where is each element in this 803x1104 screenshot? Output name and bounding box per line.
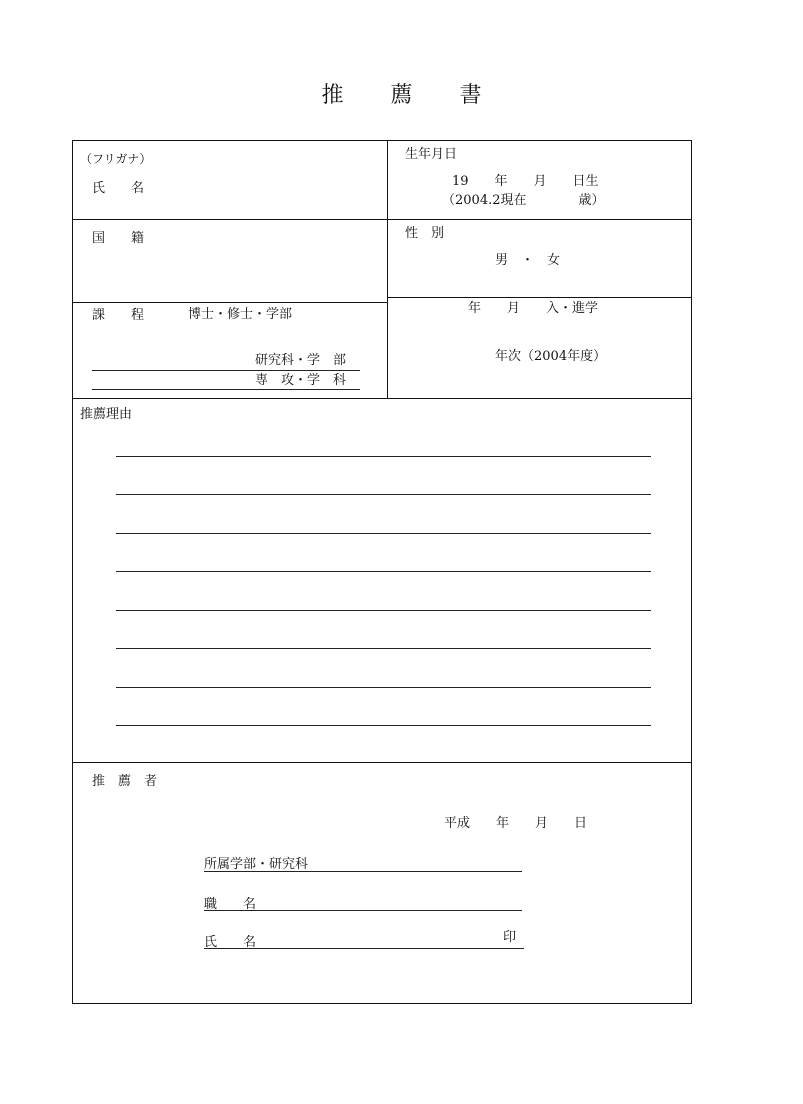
graduate-school-line (92, 370, 360, 371)
reason-label: 推薦理由 (80, 407, 133, 422)
divider-row2-left (72, 302, 388, 303)
reason-line (116, 456, 651, 457)
document-title: 推 薦 書 (321, 83, 502, 108)
age-line: （2004.2現在 歳） (442, 193, 605, 208)
reason-line (116, 533, 651, 534)
affiliation-line (204, 871, 522, 872)
major-line (92, 389, 360, 390)
position-line (204, 910, 522, 911)
name-label: 氏 名 (92, 181, 145, 196)
divider-row1 (72, 219, 692, 220)
form-frame (72, 140, 692, 1004)
reason-line (116, 571, 651, 572)
divider-row3 (72, 398, 692, 399)
divider-row4 (72, 762, 692, 763)
divider-column (387, 140, 388, 398)
recommender-name-line (204, 948, 524, 949)
reason-line (116, 725, 651, 726)
position-label: 職 名 (204, 897, 257, 912)
major-label: 専 攻・学 科 (255, 373, 347, 388)
admission-line: 年 月 入・進学 (468, 301, 599, 316)
admission-year-line: 年次（2004年度） (495, 349, 607, 364)
reason-line (116, 610, 651, 611)
affiliation-label: 所属学部・研究科 (204, 857, 309, 872)
furigana-label: （フリガナ） (80, 152, 152, 166)
seal-mark: 印 (503, 930, 517, 945)
graduate-school-label: 研究科・学 部 (255, 353, 347, 368)
recommendation-date: 平成 年 月 日 (444, 816, 588, 831)
reason-line (116, 648, 651, 649)
recommender-name-label: 氏 名 (204, 935, 257, 950)
course-options: 博士・修士・学部 (188, 307, 293, 322)
birthdate-label: 生年月日 (405, 147, 458, 162)
gender-label: 性 別 (405, 226, 445, 241)
reason-line (116, 494, 651, 495)
nationality-label: 国 籍 (92, 231, 145, 246)
gender-options: 男 ・ 女 (495, 253, 561, 268)
recommender-label: 推 薦 者 (92, 774, 158, 789)
divider-row2-right (388, 297, 692, 298)
course-label: 課 程 (92, 308, 145, 323)
birthdate-line: 19 年 月 日生 (452, 174, 599, 189)
reason-line (116, 687, 651, 688)
